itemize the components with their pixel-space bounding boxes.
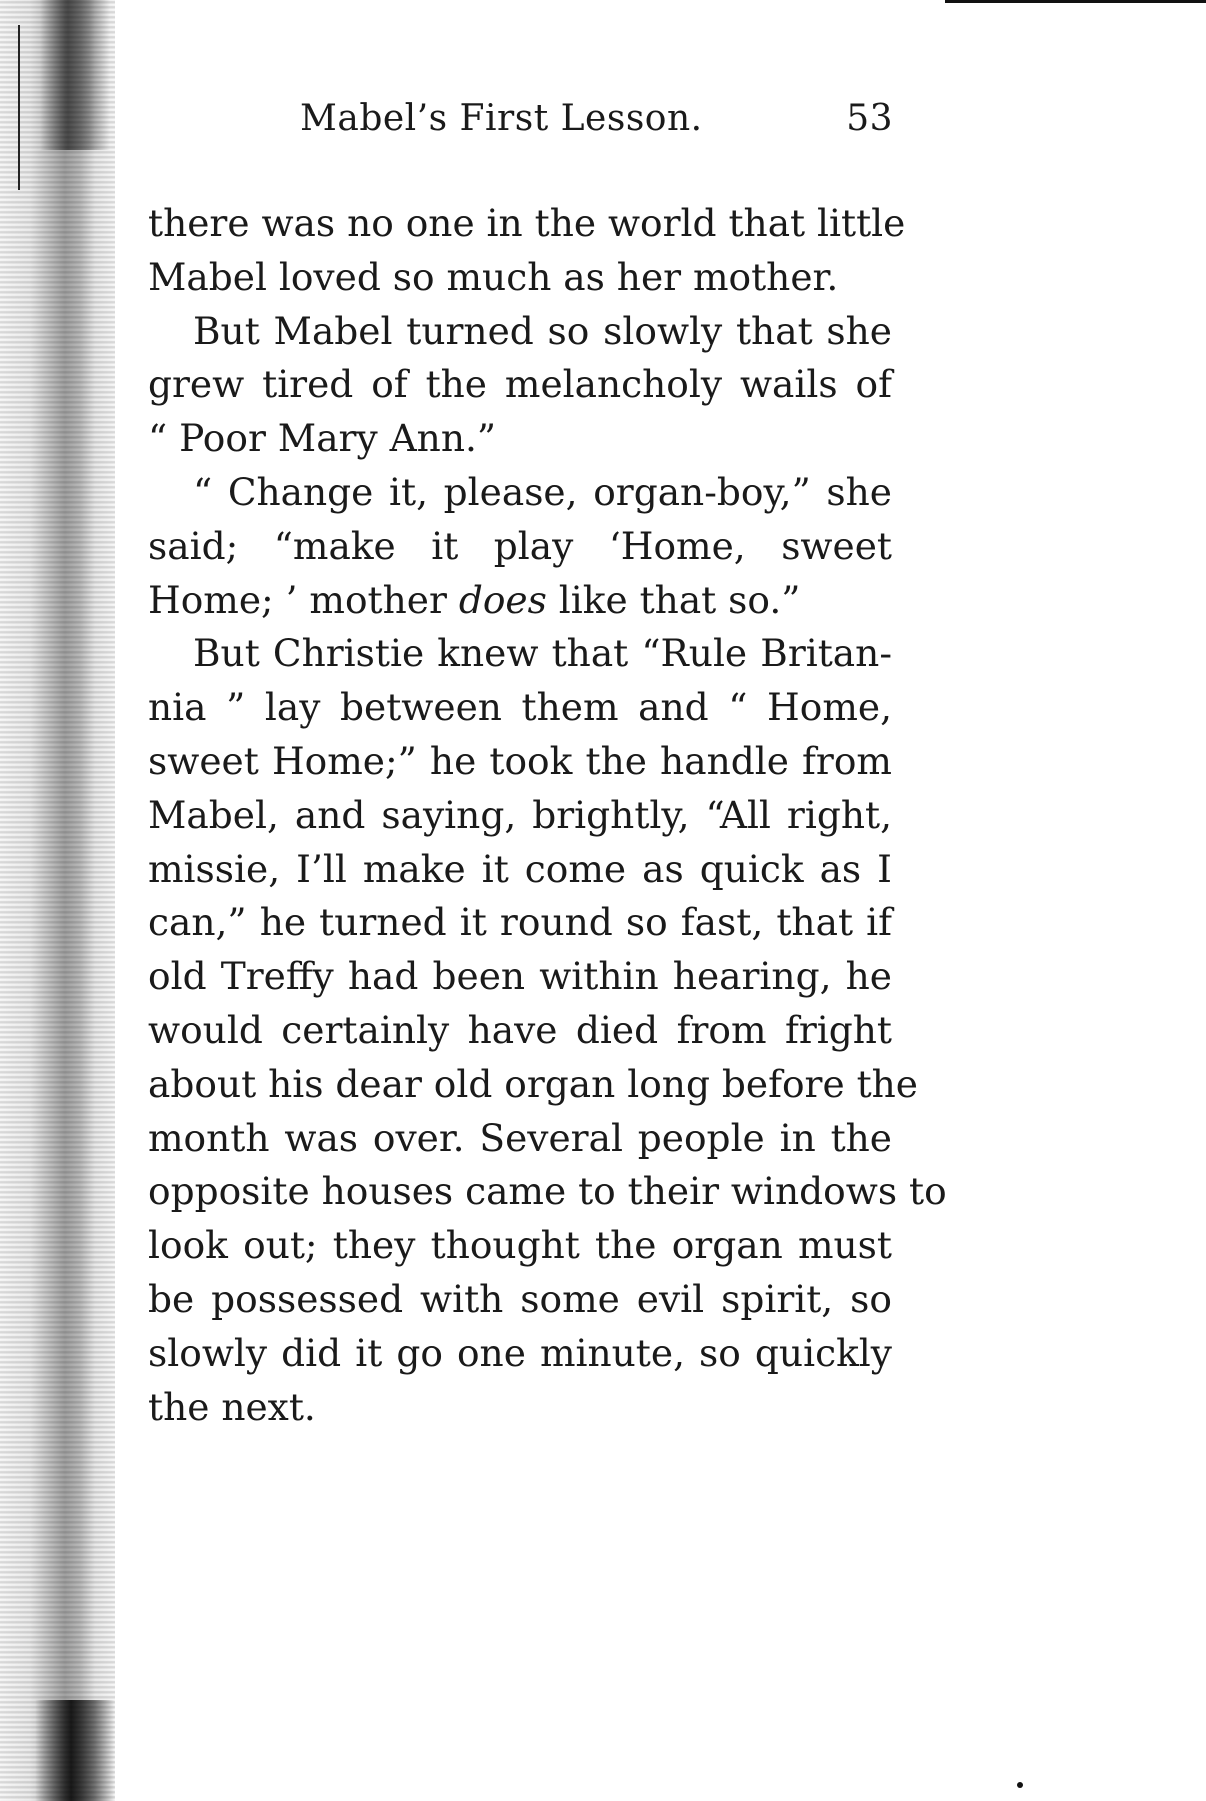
text-line: month was over. Several people in the [148,1115,892,1160]
text-line: about his dear old organ long before the [148,1061,918,1106]
text-line: said; “make it play ‘Home, sweet [148,523,892,568]
text-line: “ Poor Mary Ann.” [148,416,497,461]
text-line: missie, I’ll make it come as quick as I [148,846,892,891]
binding-shadow-bottom [35,1700,115,1801]
text-line: be possessed with some evil spirit, so [148,1276,892,1321]
text-line: “ Change it, please, organ-boy,” she [193,469,892,514]
page-number: 53 [846,98,893,139]
text-line: can,” he turned it round so fast, that if [148,900,892,945]
text-line: slowly did it go one minute, so quickly [148,1330,892,1375]
text-line: Mabel loved so much as her mother. [148,254,839,299]
text-line: sweet Home;” he took the handle from [148,738,892,783]
scan-edge-rule [945,0,1206,3]
emphasis: does [458,577,547,622]
binding-shadow [0,0,115,1801]
binding-edge-line [18,25,20,190]
running-head [300,98,900,148]
text-line: old Treffy had been within hearing, he [148,954,892,999]
binding-shadow-top [40,0,110,150]
text-line: But Mabel turned so slowly that she [193,308,892,353]
text-line: nia ” lay between them and “ Home, [148,685,892,730]
text-line: Mabel, and saying, brightly, “All right, [148,792,892,837]
text-line: Home; ’ mother does like that so.” [148,577,801,622]
text-line: there was no one in the world that little [148,201,906,245]
text-line: opposite houses came to their windows to [148,1169,947,1214]
text-line: grew tired of the melancholy wails of [148,362,892,407]
text-line: But Christie knew that “Rule Britan- [193,631,892,676]
scan-speck [1017,1782,1023,1788]
running-title: Mabel’s First Lesson. [300,98,703,139]
text-line: look out; they thought the organ must [148,1223,892,1268]
text-line: the next. [148,1384,316,1429]
text-line: would certainly have died from fright [148,1007,892,1052]
body-text [148,197,947,1434]
